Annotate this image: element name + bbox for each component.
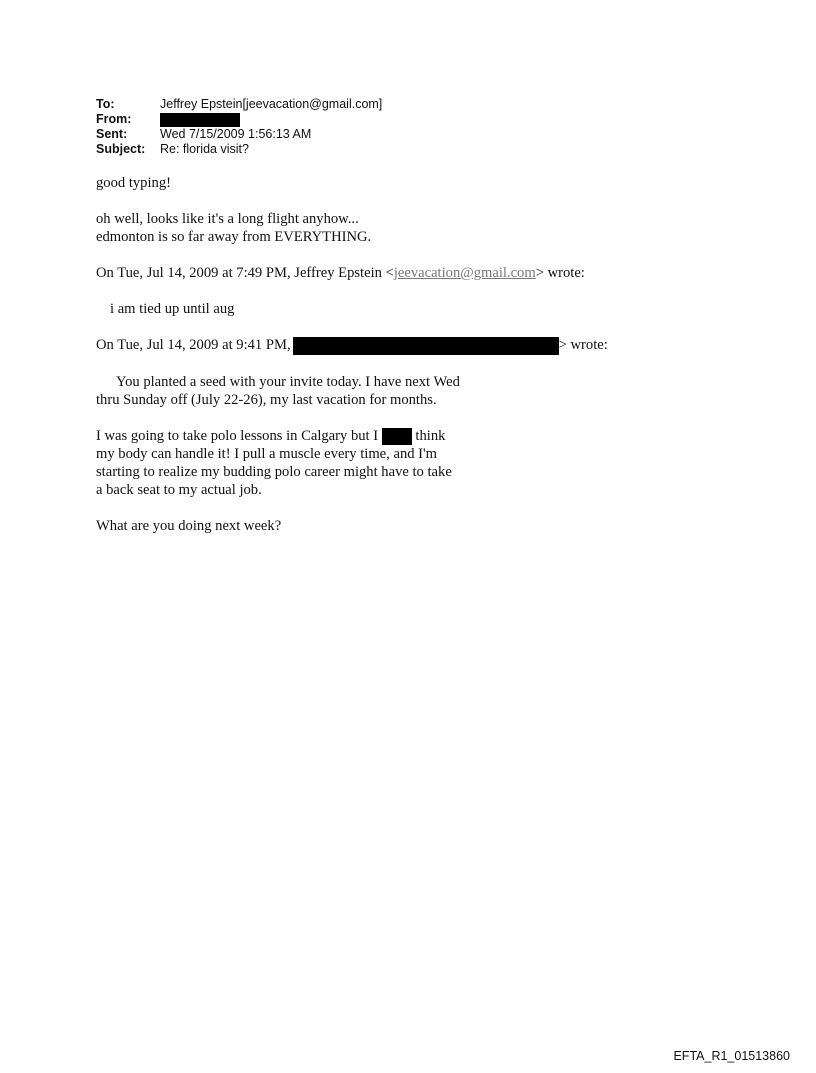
from-redaction xyxy=(160,113,240,127)
to-label: To: xyxy=(96,97,115,111)
quote-1-suffix: > wrote: xyxy=(535,265,585,281)
quote-2-attribution xyxy=(96,336,608,355)
document-id: EFTA_R1_01513860 xyxy=(673,1049,790,1063)
para-2-line-4: a back seat to my actual job. xyxy=(96,481,262,498)
email-header xyxy=(96,97,382,157)
from-label: From: xyxy=(96,112,132,126)
para-1-line-1: You planted a seed with your invite today. I have next Wed xyxy=(116,373,460,390)
reply-1: i am tied up until aug xyxy=(110,301,235,317)
subject-value: Re: florida visit? xyxy=(160,142,249,156)
quote-2-prefix: On Tue, Jul 14, 2009 at 9:41 PM, xyxy=(96,337,291,353)
sent-value: Wed 7/15/2009 1:56:13 AM xyxy=(160,127,312,141)
para-2-line-2: my body can handle it! I pull a muscle every time, and I'm xyxy=(96,445,438,462)
quote-1-attribution xyxy=(96,264,608,282)
to-value: Jeffrey Epstein[jeevacation@gmail.com] xyxy=(160,97,383,111)
subject-row xyxy=(96,142,382,157)
para-2-line-1 xyxy=(96,427,608,445)
subject-label: Subject: xyxy=(96,142,146,156)
body-line-3: edmonton is so far away from EVERYTHING. xyxy=(96,229,372,245)
sent-row xyxy=(96,127,382,142)
from-row xyxy=(96,112,382,127)
email-body xyxy=(96,174,608,535)
body-line-1: good typing! xyxy=(96,175,171,191)
quote-1-email-link[interactable]: jeevacation@gmail.com xyxy=(393,265,536,281)
to-row xyxy=(96,97,382,112)
para-2-line-1-b: think xyxy=(415,427,446,444)
para-2-line-3: starting to realize my budding polo career might have to take xyxy=(96,463,452,480)
quote-1-prefix: On Tue, Jul 14, 2009 at 7:49 PM, Jeffrey Epstein < xyxy=(96,265,394,281)
para-2-redaction xyxy=(382,428,412,445)
quote-2-redaction xyxy=(293,337,559,355)
para-2-line-1-a: I was going to take polo lessons in Calgary but I xyxy=(96,427,379,444)
para-3: What are you doing next week? xyxy=(96,517,282,534)
sent-label: Sent: xyxy=(96,127,128,141)
quote-2-suffix: > wrote: xyxy=(558,337,608,353)
from-value xyxy=(160,112,240,127)
para-1-line-2: thru Sunday off (July 22-26), my last vacation for months. xyxy=(96,391,437,408)
body-line-2: oh well, looks like it's a long flight anyhow... xyxy=(96,211,359,227)
